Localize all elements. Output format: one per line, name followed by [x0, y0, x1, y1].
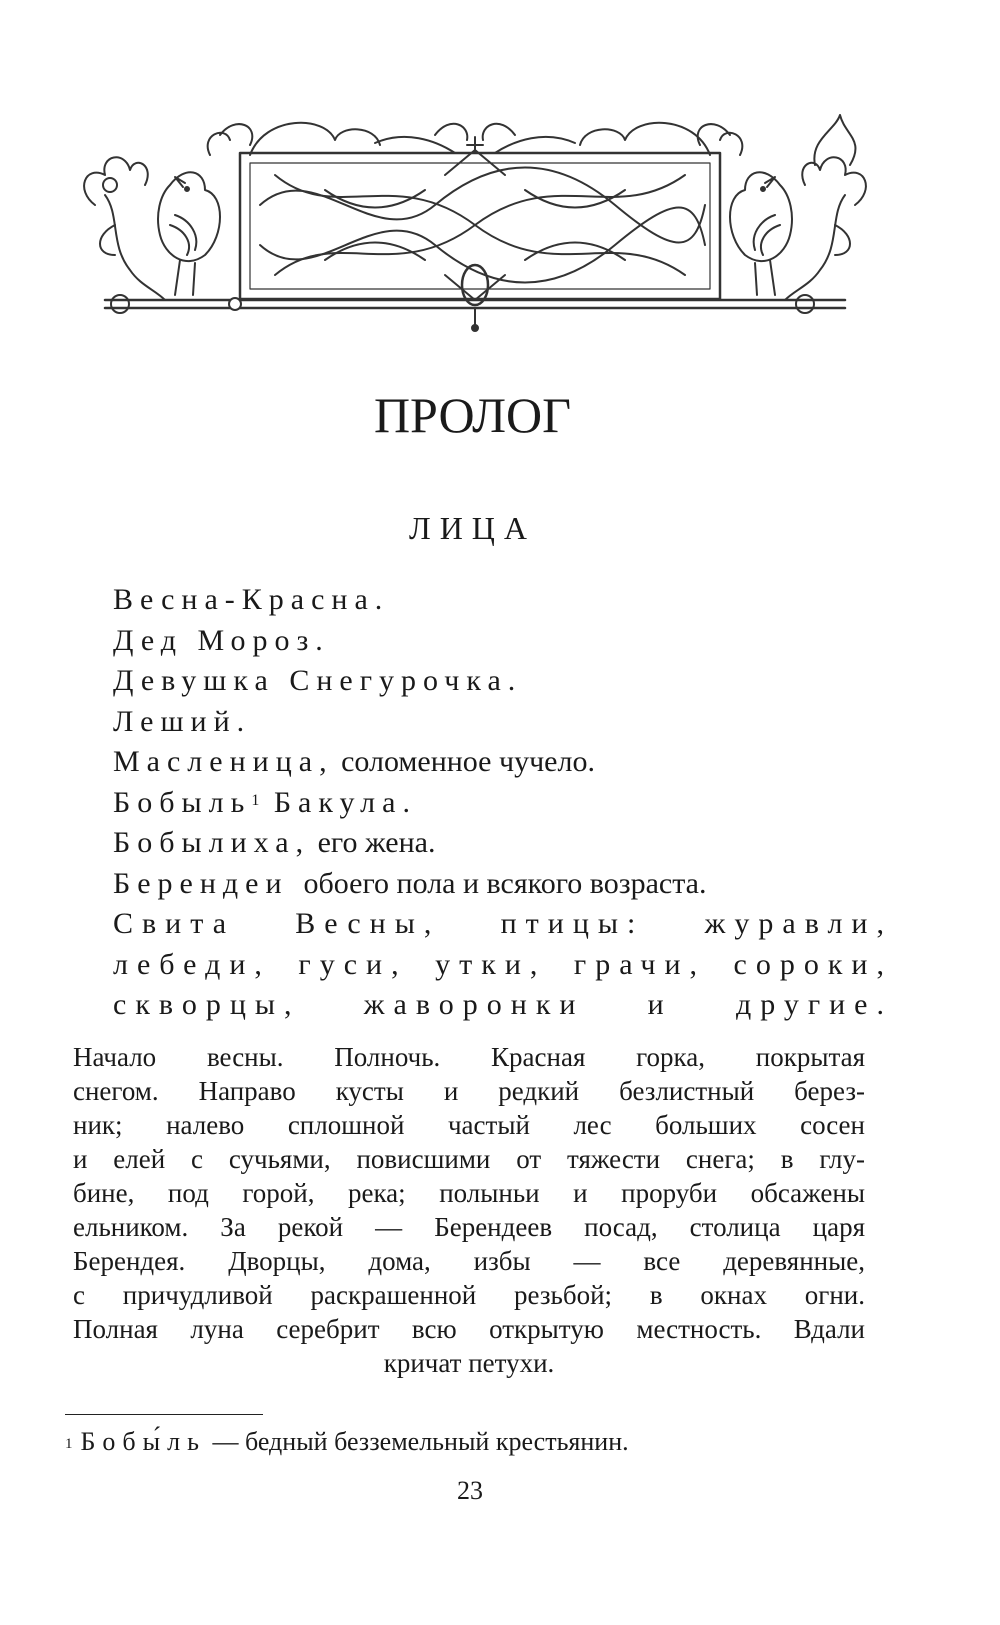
stage-line: ельником. За рекой — Берендеев посад, столица царя — [73, 1212, 865, 1242]
cast-item: Бобыль$^1$ Бакула. — [113, 785, 417, 819]
stage-line: бине, под горой, река; полыньи и проруби обсажены — [73, 1178, 865, 1208]
footnote — [65, 1425, 629, 1459]
footnote-marker: 1 — [251, 791, 260, 809]
footnote-divider — [65, 1414, 263, 1415]
stage-line: Берендея. Дворцы, дома, избы — все деревянные, — [73, 1246, 865, 1276]
stage-direction — [73, 1040, 865, 1380]
footnote-term: Бобы́ль — [80, 1427, 206, 1456]
cast-item: скворцы, жаворонки и другие. — [113, 988, 893, 1021]
cast-item: Масленица, соломенное чучело. — [113, 745, 595, 778]
footnote-number: 1 — [65, 1436, 73, 1452]
interlace-ornament-icon — [75, 95, 875, 345]
cast-heading: ЛИЦА — [408, 510, 537, 546]
page-number: 23 — [457, 1476, 483, 1505]
cast-list — [113, 580, 893, 1026]
footnote-text: — бедный безземельный крестьянин. — [205, 1427, 629, 1456]
page-title: ПРОЛОГ — [373, 387, 572, 443]
stage-line: кричат петухи. — [383, 1348, 555, 1378]
cast-item: Свита Весны, птицы: журавли, — [113, 907, 893, 940]
stage-line: ник; налево сплошной частый лес больших сосен — [73, 1110, 865, 1140]
cast-item: Леший. — [113, 704, 252, 738]
cast-item: Весна-Красна. — [113, 583, 390, 616]
cast-item: Берендеи обоего пола и всякого возраста. — [113, 866, 707, 900]
cast-item: Девушка Снегурочка. — [113, 664, 523, 697]
cast-item: лебеди, гуси, утки, грачи, сороки, — [113, 947, 893, 981]
stage-line: Полная луна серебрит всю открытую местность. Вдали — [73, 1314, 865, 1344]
stage-line: с причудливой раскрашенной резьбой; в окнах огни. — [73, 1280, 865, 1310]
cast-item: Дед Мороз. — [113, 623, 330, 657]
cast-item: Бобылиха, его жена. — [113, 826, 436, 859]
stage-line: Начало весны. Полночь. Красная горка, покрытая — [73, 1042, 865, 1072]
stage-line: снегом. Направо кусты и редкий безлистный берез- — [73, 1076, 865, 1106]
stage-line: и елей с сучьями, повисшими от тяжести снега; в глу- — [73, 1144, 865, 1174]
